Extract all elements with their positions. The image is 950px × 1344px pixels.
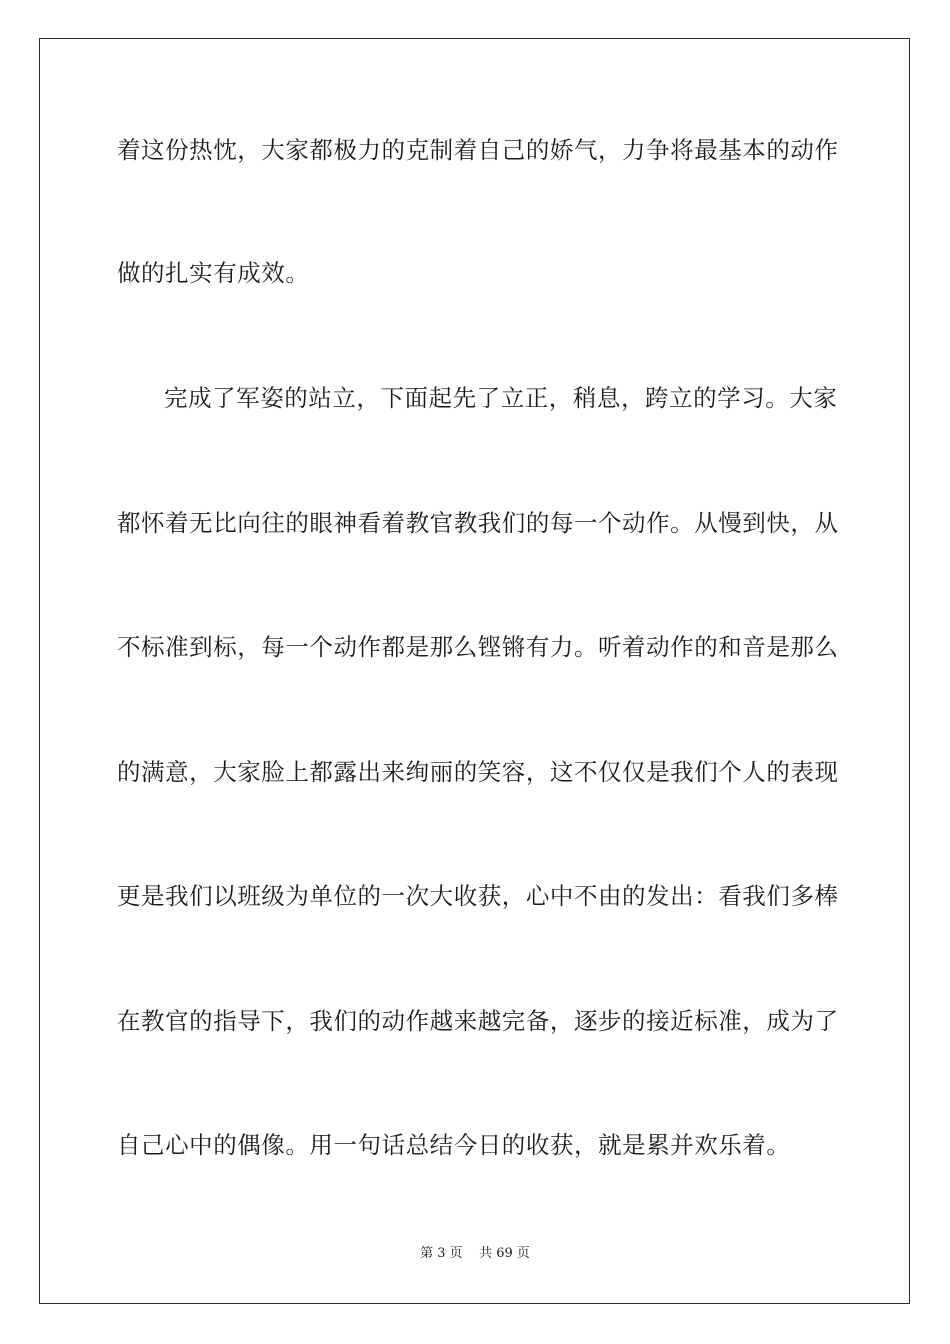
body-text-line: 更是我们以班级为单位的一次大收获，心中不由的发出：看我们多棒 bbox=[117, 882, 839, 910]
body-text-line: 不标准到标，每一个动作都是那么铿锵有力。听着动作的和音是那么 bbox=[117, 633, 839, 661]
paragraph-start-line: 完成了军姿的站立，下面起先了立正，稍息，跨立的学习。大家 bbox=[164, 384, 838, 412]
body-text-line: 在教官的指导下，我们的动作越来越完备，逐步的接近标准，成为了 bbox=[117, 1007, 839, 1035]
body-text-line: 都怀着无比向往的眼神看着教官教我们的每一个动作。从慢到快，从 bbox=[117, 509, 839, 537]
body-text-line: 做的扎实有成效。 bbox=[117, 259, 310, 287]
body-text-line: 自己心中的偶像。用一句话总结今日的收获，就是累并欢乐着。 bbox=[117, 1131, 791, 1159]
page-number-footer: 第 3 页 共 69 页 bbox=[420, 1246, 530, 1261]
page-border bbox=[39, 38, 910, 1304]
body-text-line: 着这份热忱，大家都极力的克制着自己的娇气，力争将最基本的动作 bbox=[117, 136, 839, 164]
body-text-line: 的满意，大家脸上都露出来绚丽的笑容，这不仅仅是我们个人的表现 bbox=[117, 758, 839, 786]
